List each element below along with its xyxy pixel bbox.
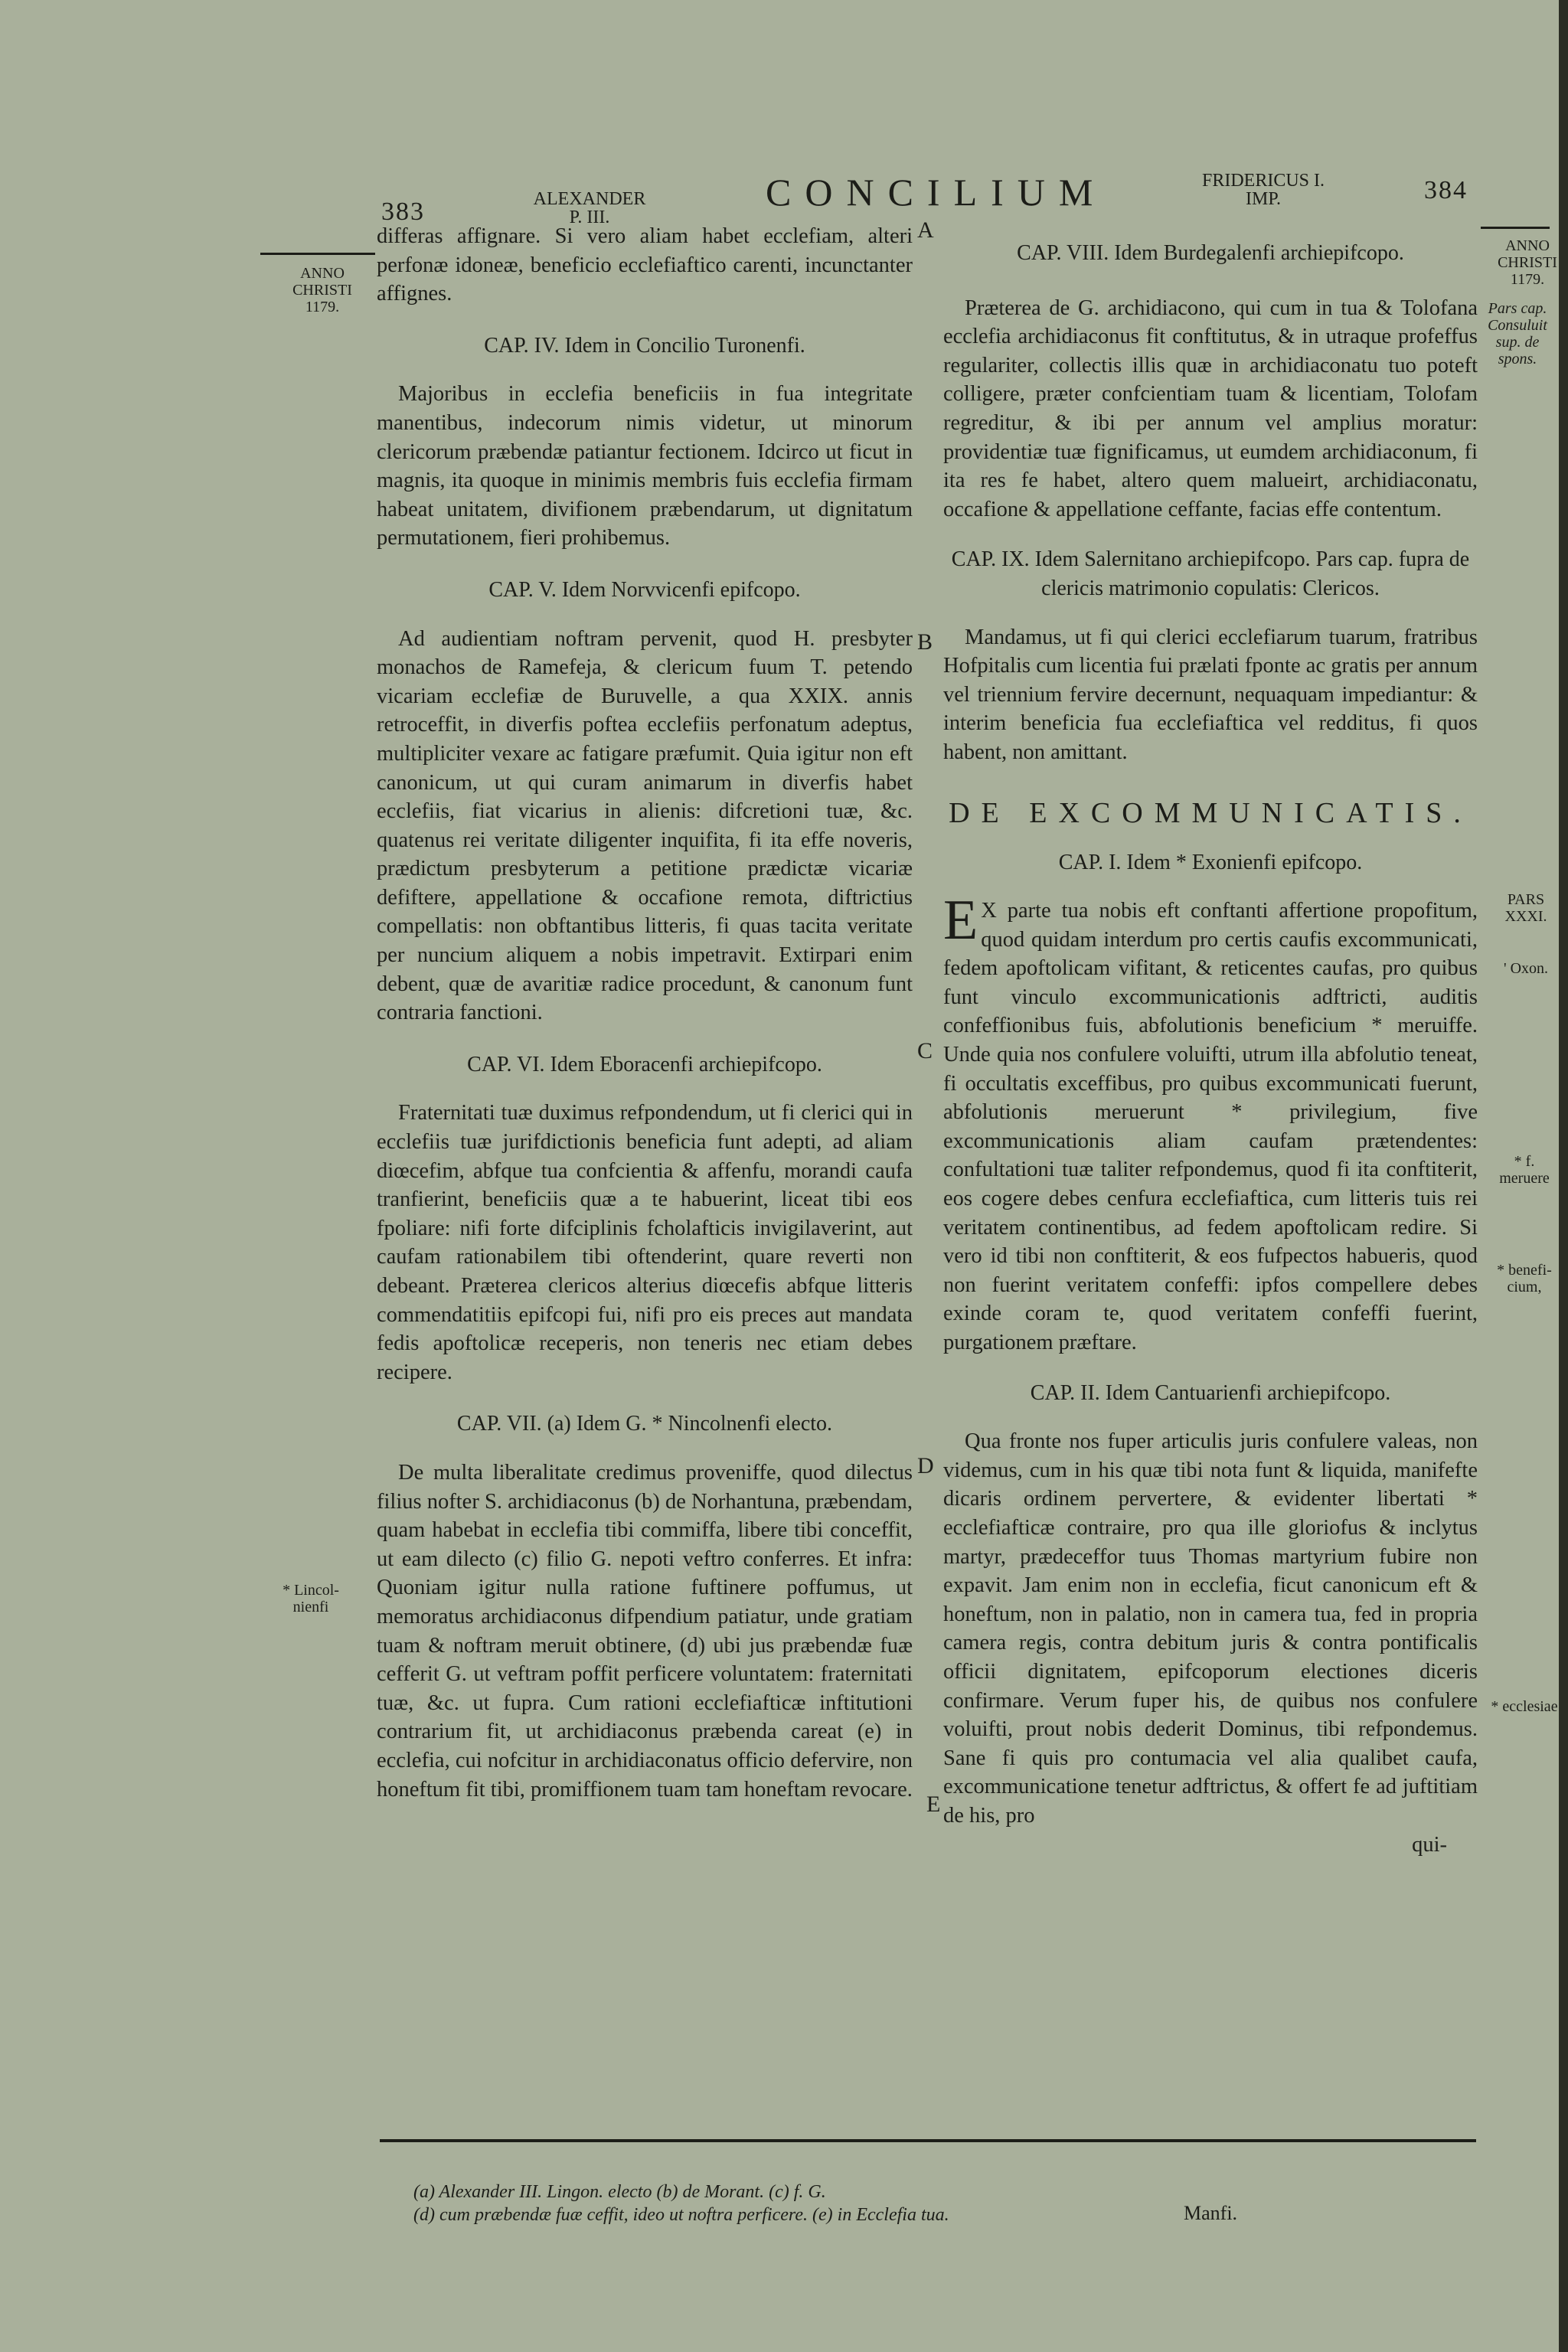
margin-note-meruere: * f. meruere	[1499, 1153, 1550, 1187]
heading-cap-9: CAP. IX. Idem Salernitano archiepifcopo. Pars cap. fupra de clericis matrimonio copulatis: Clericos.	[951, 547, 1470, 600]
paragraph-excom-cap-1	[943, 889, 1478, 1357]
paragraph-continuation: differas affignare. Si vero aliam habet ecclefiam, alteri perfonæ idoneæ, beneficio ecclefiaftico carenti, incunctanter affignes.	[377, 224, 913, 306]
running-head-left-name: ALEXANDER	[533, 189, 646, 209]
page-title: CONCILIUM	[766, 171, 1107, 214]
footnote-mansi: Manfi.	[1184, 2202, 1238, 2224]
catchword: qui-	[1412, 1832, 1447, 1857]
heading-cap-5: CAP. V. Idem Norvvicenfi epifcopo.	[488, 577, 801, 602]
paragraph-cap-4: Majoribus in ecclefia beneficiis in fua integritate manentibus, indecorum nimis videtur, ut minorum clericorum præbendæ patiantur fectionem. Idcirco ut ficut in magnis, ita quoque in minimis membris fuis ecclefia firmam habeat unitatem, divifionem præbendarum, ut dignitatum permutationem, fieri prohibemus.	[377, 382, 913, 550]
section-title-excommunicatis: DE EXCOMMUNICATIS.	[949, 796, 1472, 829]
heading-excom-cap-1: CAP. I. Idem * Exonienfi epifcopo.	[1058, 850, 1363, 874]
paragraph-cap-6: Fraternitati tuæ duximus refpondendum, ut fi clerici qui in ecclefiis tuæ jurifdictionis beneficia funt adepti, ad aliam diœcefim, abfque tua confcientia & affenfu, morandi caufa tranfierint, beneficiis quæ a te habuerint, liceat tibi eos fpoliare: nifi forte difciplinis fcholafticis invigilaverint, aut caufam rationabilem tibi oftenderint, quare reverti non debeant. Præterea clericos alterius diœcefis abfque litteris commendatitiis epifcopi fui, nifi pro eis preces aut mandata fedis apoftolicæ receperis, non teneris nec etiam debes recipere.	[377, 1101, 913, 1384]
section-letter-e: E	[926, 1792, 941, 1817]
running-head-left	[521, 190, 658, 227]
left-column	[377, 222, 913, 1804]
page-number-right: 384	[1424, 176, 1468, 204]
page-number-left: 383	[381, 198, 425, 226]
paragraph-cap-9: Mandamus, ut fi qui clerici ecclefiarum tuarum, fratribus Hofpitalis cum licentia fui prælati fponte ac gratis per annum vel triennium fervire decernunt, nequaquam impediantur: & interim beneficia fua ecclefiaftica vel redditus, fi quos habent, non amittant.	[943, 625, 1478, 764]
heading-cap-8: CAP. VIII. Idem Burdegalenfi archiepifcopo.	[1017, 241, 1404, 265]
margin-note-beneficium: * benefi-cium,	[1497, 1262, 1552, 1295]
margin-note-pars-cap: Pars cap. Consuluit sup. de spons.	[1488, 300, 1547, 368]
footnote-rule	[380, 2139, 1476, 2142]
margin-dash-left	[260, 253, 375, 255]
paragraph-cap-7: De multa liberalitate credimus proveniffe, quod dilectus filius nofter S. archidiaconus (b) de Norhantuna, præbendam, quam habebat in ecclefia tibi commiffa, libere tibi conceffit, ut eam dilecto (c) filio G. nepoti veftro conferres. Et infra: Quoniam igitur nulla ratione fuftinere poffumus, ut memoratus archidiaconus difpendium patiatur, unde gratiam tuam & noftram meruit obtinere, (d) ubi jus præbendæ fuæ cefferit G. ut veftram poffit perficere voluntatem: fraternitati tuæ, &c. ut fupra. Cum rationi ecclefiafticæ inftitutioni contrarium fit, ut archidiaconus præbenda careat (e) in ecclefia, cui nofcitur in archidiaconatus officio defervire, non honeftum fit tibi, promiffionem tuam tam honeftam revocare.	[377, 1460, 913, 1802]
drop-cap: E	[943, 889, 978, 952]
margin-note-anno-left: ANNO CHRISTI 1179.	[292, 265, 352, 315]
heading-cap-7: CAP. VII. (a) Idem G. * Nincolnenfi electo.	[456, 1412, 833, 1436]
heading-cap-4: CAP. IV. Idem in Concilio Turonenfi.	[484, 333, 805, 358]
margin-dash-right	[1481, 227, 1550, 229]
running-head-right-name: FRIDERICUS I.	[1201, 171, 1325, 191]
section-letter-d: D	[917, 1453, 934, 1478]
right-column	[943, 239, 1478, 1859]
heading-excom-cap-2: CAP. II. Idem Cantuarienfi archiepifcopo.	[1030, 1380, 1391, 1405]
margin-note-pars-xxxi: PARS XXXI.	[1504, 891, 1547, 925]
section-letter-b: B	[917, 629, 933, 655]
section-letter-a: A	[917, 217, 934, 243]
running-head-left-sub: P. III.	[569, 207, 610, 227]
paragraph-cap-8: Præterea de G. archidiacono, qui cum in tua & Tolofana ecclefia archidiaconus fit conftitutus, & in utraque profeffus regulariter, collectis illis quæ in archidiaconatu tuo poteft colligere, præter confcientiam tuam & licentiam, Tolofam regreditur, & ibi per annum vel amplius moratur: providentiæ tuæ fignificamus, ut eumdem archidiaconum, fi ita res fe habet, altero quem malueirt, archidiaconatu, occafione & appellatione ceffante, facias effe contentum.	[943, 296, 1478, 521]
margin-note-anno-right: ANNO CHRISTI 1179.	[1498, 237, 1557, 288]
running-head-right-sub: IMP.	[1245, 189, 1282, 209]
paragraph-cap-5: Ad audientiam noftram pervenit, quod H. presbyter monachos de Ramefeja, & clericum fuum T. petendo vicariam ecclefiæ de Buruvelle, a qua XXIX. annis retroceffit, in diverfis poftea ecclefiis perfonatum adeptus, multipliciter vexare ac fatigare præfumit. Quia igitur non eft canonicum, ut qui curam animarum in diverfis habet ecclefiis, fiat vicarius in alienis: difcretioni tuæ, &c. quatenus rei veritate diligenter inquifita, fi ita effe noveris, prædictum presbyterum a petitione prædictæ vicariæ defiftere, appellatione & occafione remota, diftrictius compellatis: non obftantibus litteris, fi quas tacita veritate per nuncium aliquem a nobis impetravit. Extirpari enim debent, quæ de avaritiæ radice procedunt, & canonum funt contraria fanctioni.	[377, 626, 913, 1025]
section-letter-c: C	[917, 1038, 933, 1063]
running-head-right	[1179, 172, 1348, 208]
paragraph-excom-cap-2: Qua fronte nos fuper articulis juris confulere valeas, non videmus, cum in his quæ tibi nota funt & liquida, manifefte dicaris ordinem pervertere, & evidenter libertati * ecclefiafticæ contraire, pro qua ille gloriofus & inclytus martyr, prædeceffor tuus Thomas martyrium fubire non expavit. Jam enim non in ecclefia, ficut canonicum eft & honeftum, non in palatio, non in camera tua, fed in propria camera regis, contra debitum juris & contra pontificalis officii dignitatem, epifcoporum electiones diceris confirmare. Verum fuper his, de quibus nos confulere voluifti, prout nobis dederit Dominus, tibi refpondemus. Sane fi quis pro contumacia vel alia qualibet caufa, excommunicatione tenetur adftrictus, & offert fe ad juftitiam de his, pro	[943, 1429, 1478, 1828]
paragraph-excom-cap-1-text: X parte tua nobis eft conftanti affertione propofitum, quod quidam interdum pro certis caufis excommunicati, fedem apoftolicam vifitant, & reticentes caufas, pro quibus funt vinculo excommunicationis adftricti, auditis confeffionibus fuis, abfolutionis beneficium * meruiffe. Unde quia nos confulere voluifti, utrum illa abfolutio teneat, fi occultatis exceffibus, pro quibus excommunicati fuerunt, abfolutionis meruerunt * privilegium, five excommunicationis aliam caufam prætendentes: confultationi tuæ taliter refpondemus, quod fi ita conftiterit, eos cogere debes cenfura ecclefiaftica, cum litteris tuis rei veritatem continentibus, ad fedem apoftolicam redire. Si vero id tibi non conftiterit, & eos fufpectos habueris, quod non fuerint veritatem confeffi: ipfos compellere debes exinde coram te, quod veritatem confeffi fuerint, purgationem præftare.	[943, 899, 1478, 1354]
heading-cap-6: CAP. VI. Idem Eboracenfi archiepifcopo.	[467, 1052, 822, 1076]
margin-note-oxon: ' Oxon.	[1503, 960, 1549, 977]
margin-note-lincolniensi: * Lincol-nienfi	[283, 1582, 339, 1615]
footnote-line-1: (a) Alexander III. Lingon. electo (b) de Morant. (c) f. G.	[413, 2182, 826, 2202]
footnote-line-2: (d) cum præbendæ fuæ ceffit, ideo ut noftra perficere. (e) in Ecclefia tua.	[413, 2205, 949, 2225]
margin-note-ecclesiae: * ecclesiae	[1491, 1698, 1558, 1715]
